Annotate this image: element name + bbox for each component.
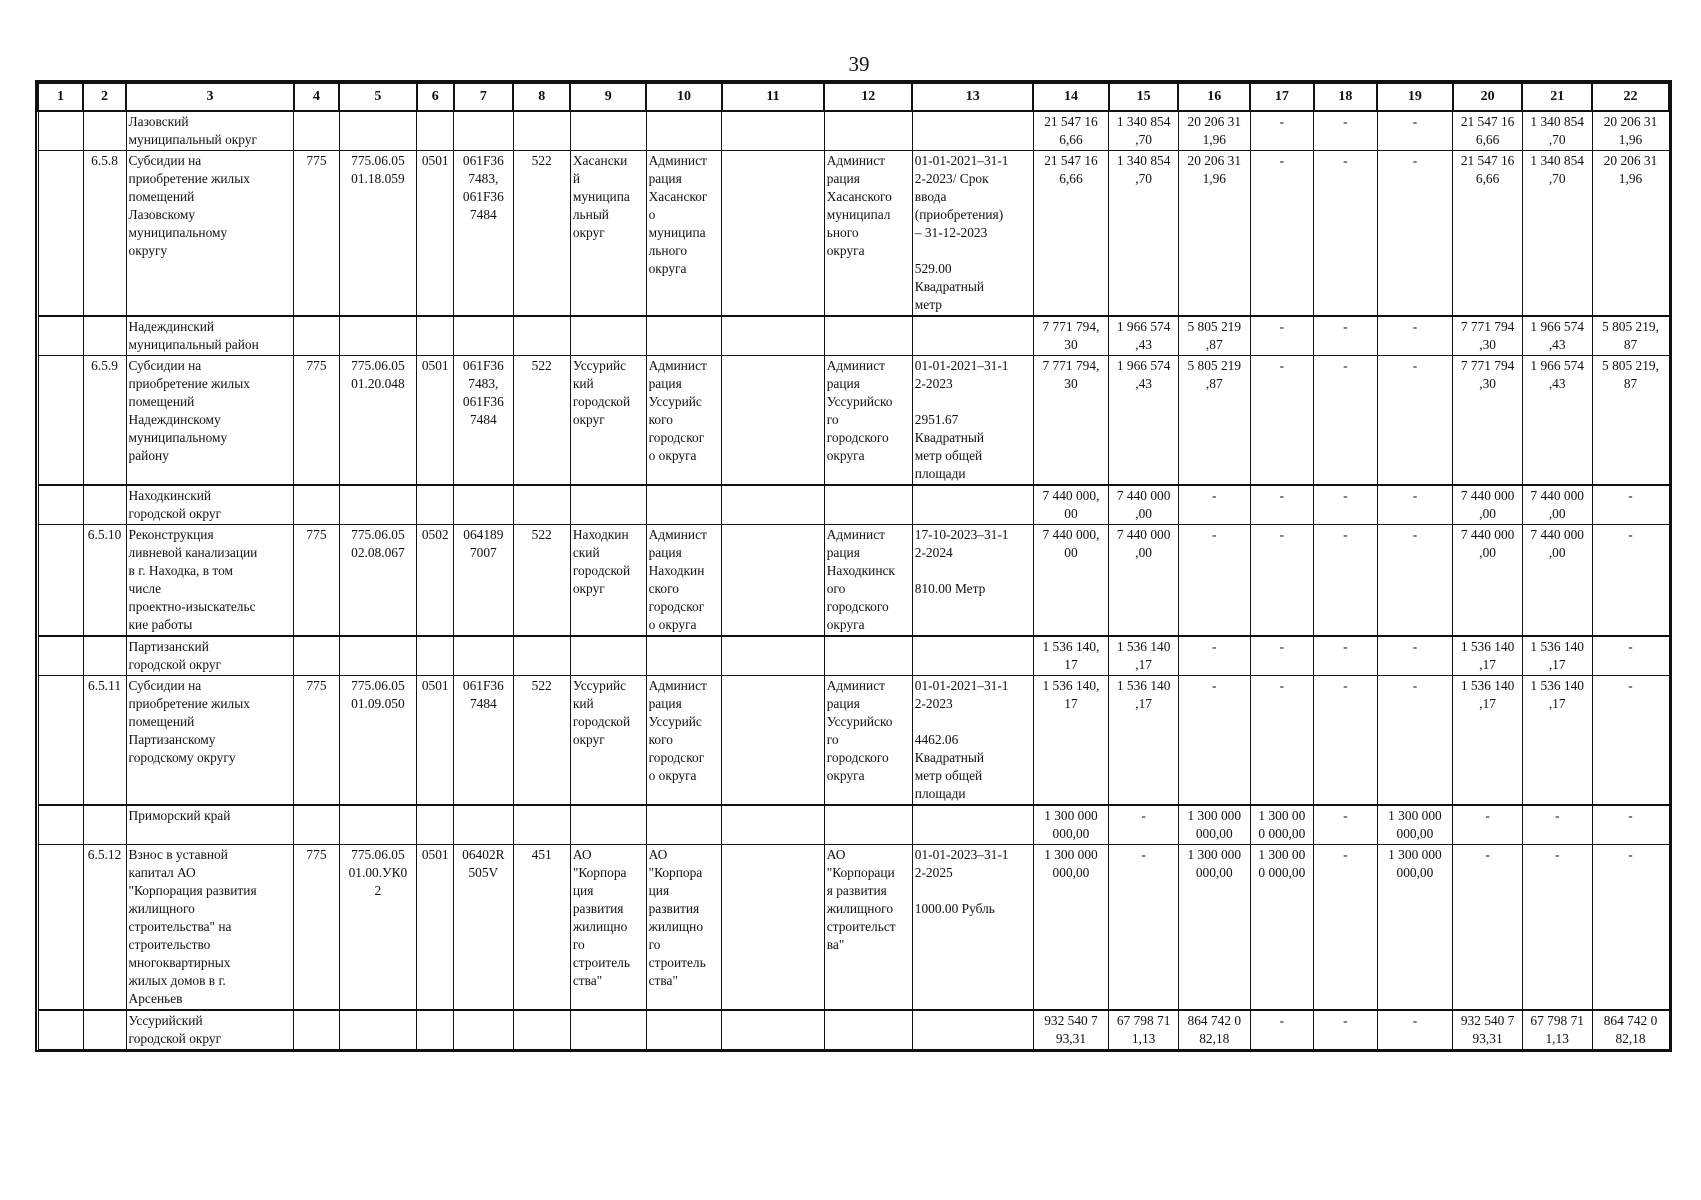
cell-col-20: - xyxy=(1453,845,1523,1011)
cell-col-13: 01-01-2023–31-1 2-2025 1000.00 Рубль xyxy=(912,845,1033,1011)
cell-col-15: 67 798 71 1,13 xyxy=(1109,1010,1179,1050)
column-header-18: 18 xyxy=(1314,83,1377,111)
cell-col-2 xyxy=(83,316,126,356)
cell-col-1 xyxy=(38,636,83,676)
cell-col-18: - xyxy=(1314,676,1377,806)
cell-col-19: - xyxy=(1377,316,1453,356)
cell-col-3: Приморский край xyxy=(126,805,294,845)
cell-col-2: 6.5.12 xyxy=(83,845,126,1011)
cell-col-9: Уссурийс кий городской округ xyxy=(570,676,646,806)
cell-col-8 xyxy=(513,485,570,525)
cell-col-12 xyxy=(824,805,912,845)
cell-col-6 xyxy=(417,111,454,151)
cell-col-21: - xyxy=(1522,805,1592,845)
column-header-14: 14 xyxy=(1033,83,1109,111)
cell-col-12 xyxy=(824,485,912,525)
cell-col-3: Субсидии на приобретение жилых помещений Партизанскому городскому округу xyxy=(126,676,294,806)
cell-col-14: 21 547 16 6,66 xyxy=(1033,111,1109,151)
cell-col-6: 0501 xyxy=(417,676,454,806)
cell-col-16: - xyxy=(1178,485,1250,525)
cell-col-14: 7 440 000, 00 xyxy=(1033,485,1109,525)
cell-col-3: Взнос в уставной капитал АО "Корпорация развития жилищного строительства" на строительство многоквартирных жилых домов в г. Арсеньев xyxy=(126,845,294,1011)
cell-col-8: 522 xyxy=(513,525,570,637)
cell-col-15: 1 340 854 ,70 xyxy=(1109,151,1179,317)
column-header-6: 6 xyxy=(417,83,454,111)
column-header-13: 13 xyxy=(912,83,1033,111)
cell-col-15: - xyxy=(1109,805,1179,845)
cell-col-13 xyxy=(912,805,1033,845)
cell-col-21: 7 440 000 ,00 xyxy=(1522,485,1592,525)
table-body xyxy=(38,83,1669,1050)
cell-col-13: 01-01-2021–31-1 2-2023 2951.67 Квадратный метр общей площади xyxy=(912,356,1033,486)
subtotal-row xyxy=(38,485,1669,525)
cell-col-11 xyxy=(722,356,824,486)
cell-col-11 xyxy=(722,1010,824,1050)
cell-col-19: - xyxy=(1377,525,1453,637)
cell-col-16: 864 742 0 82,18 xyxy=(1178,1010,1250,1050)
cell-col-18: - xyxy=(1314,111,1377,151)
header-row xyxy=(38,83,1669,111)
cell-col-2: 6.5.9 xyxy=(83,356,126,486)
cell-col-5: 775.06.05 01.00.УК0 2 xyxy=(339,845,417,1011)
column-header-16: 16 xyxy=(1178,83,1250,111)
column-header-19: 19 xyxy=(1377,83,1453,111)
cell-col-5 xyxy=(339,485,417,525)
cell-col-16: 1 300 000 000,00 xyxy=(1178,845,1250,1011)
cell-col-5: 775.06.05 02.08.067 xyxy=(339,525,417,637)
cell-col-1 xyxy=(38,151,83,317)
cell-col-6: 0502 xyxy=(417,525,454,637)
column-header-5: 5 xyxy=(339,83,417,111)
cell-col-11 xyxy=(722,316,824,356)
cell-col-20: - xyxy=(1453,805,1523,845)
cell-col-9 xyxy=(570,485,646,525)
cell-col-10: Админист рация Находкин ского городског о округа xyxy=(646,525,722,637)
cell-col-10 xyxy=(646,636,722,676)
cell-col-22: - xyxy=(1592,676,1669,806)
cell-col-11 xyxy=(722,845,824,1011)
cell-col-8 xyxy=(513,316,570,356)
cell-col-10: Админист рация Уссурийс кого городског о округа xyxy=(646,676,722,806)
cell-col-21: 1 536 140 ,17 xyxy=(1522,636,1592,676)
cell-col-7: 061F36 7483, 061F36 7484 xyxy=(454,151,513,317)
cell-col-9: Находкин ский городской округ xyxy=(570,525,646,637)
cell-col-12: Админист рация Находкинск ого городского округа xyxy=(824,525,912,637)
cell-col-21: 1 966 574 ,43 xyxy=(1522,316,1592,356)
cell-col-14: 21 547 16 6,66 xyxy=(1033,151,1109,317)
cell-col-10 xyxy=(646,485,722,525)
cell-col-3: Уссурийский городской округ xyxy=(126,1010,294,1050)
cell-col-3: Находкинский городской округ xyxy=(126,485,294,525)
cell-col-20: 21 547 16 6,66 xyxy=(1453,151,1523,317)
cell-col-16: 5 805 219 ,87 xyxy=(1178,316,1250,356)
cell-col-12 xyxy=(824,1010,912,1050)
cell-col-4: 775 xyxy=(294,676,339,806)
cell-col-13: 01-01-2021–31-1 2-2023 4462.06 Квадратный метр общей площади xyxy=(912,676,1033,806)
cell-col-14: 932 540 7 93,31 xyxy=(1033,1010,1109,1050)
cell-col-2: 6.5.8 xyxy=(83,151,126,317)
cell-col-12: Админист рация Хасанского муниципал ьного округа xyxy=(824,151,912,317)
cell-col-19: - xyxy=(1377,356,1453,486)
column-header-22: 22 xyxy=(1592,83,1669,111)
column-header-15: 15 xyxy=(1109,83,1179,111)
cell-col-2 xyxy=(83,485,126,525)
table-row xyxy=(38,676,1669,806)
cell-col-3: Субсидии на приобретение жилых помещений Надеждинскому муниципальному району xyxy=(126,356,294,486)
cell-col-1 xyxy=(38,485,83,525)
cell-col-6 xyxy=(417,485,454,525)
cell-col-12 xyxy=(824,111,912,151)
column-header-8: 8 xyxy=(513,83,570,111)
cell-col-13 xyxy=(912,1010,1033,1050)
cell-col-20: 1 536 140 ,17 xyxy=(1453,636,1523,676)
cell-col-10 xyxy=(646,316,722,356)
cell-col-4: 775 xyxy=(294,151,339,317)
cell-col-17: 1 300 00 0 000,00 xyxy=(1250,805,1313,845)
cell-col-8: 522 xyxy=(513,151,570,317)
cell-col-10 xyxy=(646,1010,722,1050)
cell-col-14: 1 300 000 000,00 xyxy=(1033,805,1109,845)
cell-col-12: Админист рация Уссурийско го городского округа xyxy=(824,676,912,806)
cell-col-14: 7 440 000, 00 xyxy=(1033,525,1109,637)
cell-col-19: - xyxy=(1377,676,1453,806)
cell-col-13 xyxy=(912,485,1033,525)
cell-col-18: - xyxy=(1314,525,1377,637)
cell-col-21: 1 966 574 ,43 xyxy=(1522,356,1592,486)
cell-col-19: - xyxy=(1377,1010,1453,1050)
cell-col-15: 7 440 000 ,00 xyxy=(1109,525,1179,637)
cell-col-17: - xyxy=(1250,356,1313,486)
cell-col-7 xyxy=(454,316,513,356)
cell-col-11 xyxy=(722,525,824,637)
column-header-2: 2 xyxy=(83,83,126,111)
cell-col-18: - xyxy=(1314,316,1377,356)
cell-col-8: 522 xyxy=(513,676,570,806)
cell-col-15: - xyxy=(1109,845,1179,1011)
subtotal-row xyxy=(38,1010,1669,1050)
cell-col-9 xyxy=(570,805,646,845)
cell-col-17: - xyxy=(1250,151,1313,317)
cell-col-1 xyxy=(38,676,83,806)
cell-col-8 xyxy=(513,111,570,151)
cell-col-14: 1 536 140, 17 xyxy=(1033,636,1109,676)
cell-col-4 xyxy=(294,485,339,525)
table-row xyxy=(38,151,1669,317)
cell-col-20: 932 540 7 93,31 xyxy=(1453,1010,1523,1050)
cell-col-22: - xyxy=(1592,636,1669,676)
cell-col-5 xyxy=(339,805,417,845)
cell-col-12 xyxy=(824,316,912,356)
cell-col-14: 7 771 794, 30 xyxy=(1033,316,1109,356)
cell-col-6: 0501 xyxy=(417,845,454,1011)
cell-col-16: 20 206 31 1,96 xyxy=(1178,111,1250,151)
cell-col-22: 20 206 31 1,96 xyxy=(1592,151,1669,317)
cell-col-9 xyxy=(570,636,646,676)
cell-col-7 xyxy=(454,485,513,525)
cell-col-22: 5 805 219, 87 xyxy=(1592,356,1669,486)
cell-col-6 xyxy=(417,636,454,676)
cell-col-13 xyxy=(912,111,1033,151)
cell-col-2 xyxy=(83,805,126,845)
cell-col-3: Надеждинский муниципальный район xyxy=(126,316,294,356)
cell-col-21: 1 536 140 ,17 xyxy=(1522,676,1592,806)
cell-col-10: Админист рация Уссурийс кого городског о округа xyxy=(646,356,722,486)
cell-col-4 xyxy=(294,316,339,356)
cell-col-15: 1 536 140 ,17 xyxy=(1109,676,1179,806)
cell-col-14: 1 300 000 000,00 xyxy=(1033,845,1109,1011)
cell-col-18: - xyxy=(1314,805,1377,845)
cell-col-15: 1 966 574 ,43 xyxy=(1109,316,1179,356)
cell-col-13 xyxy=(912,316,1033,356)
cell-col-19: 1 300 000 000,00 xyxy=(1377,845,1453,1011)
cell-col-17: - xyxy=(1250,525,1313,637)
cell-col-22: 20 206 31 1,96 xyxy=(1592,111,1669,151)
cell-col-9 xyxy=(570,1010,646,1050)
cell-col-4 xyxy=(294,1010,339,1050)
subtotal-row xyxy=(38,316,1669,356)
cell-col-21: 1 340 854 ,70 xyxy=(1522,151,1592,317)
cell-col-8: 451 xyxy=(513,845,570,1011)
cell-col-5 xyxy=(339,316,417,356)
subtotal-row xyxy=(38,111,1669,151)
cell-col-2 xyxy=(83,111,126,151)
cell-col-1 xyxy=(38,845,83,1011)
cell-col-22: - xyxy=(1592,805,1669,845)
cell-col-20: 7 771 794 ,30 xyxy=(1453,316,1523,356)
cell-col-3: Лазовский муниципальный округ xyxy=(126,111,294,151)
cell-col-20: 7 440 000 ,00 xyxy=(1453,485,1523,525)
cell-col-14: 7 771 794, 30 xyxy=(1033,356,1109,486)
column-header-12: 12 xyxy=(824,83,912,111)
cell-col-1 xyxy=(38,805,83,845)
column-header-9: 9 xyxy=(570,83,646,111)
cell-col-15: 1 340 854 ,70 xyxy=(1109,111,1179,151)
cell-col-13: 17-10-2023–31-1 2-2024 810.00 Метр xyxy=(912,525,1033,637)
budget-table xyxy=(37,82,1670,1050)
cell-col-17: - xyxy=(1250,1010,1313,1050)
cell-col-22: - xyxy=(1592,485,1669,525)
column-header-20: 20 xyxy=(1453,83,1523,111)
cell-col-5 xyxy=(339,636,417,676)
cell-col-1 xyxy=(38,1010,83,1050)
cell-col-6 xyxy=(417,316,454,356)
cell-col-1 xyxy=(38,356,83,486)
column-header-17: 17 xyxy=(1250,83,1313,111)
cell-col-16: - xyxy=(1178,636,1250,676)
table-row xyxy=(38,845,1669,1011)
cell-col-10 xyxy=(646,111,722,151)
cell-col-11 xyxy=(722,636,824,676)
column-header-1: 1 xyxy=(38,83,83,111)
cell-col-3: Реконструкция ливневой канализации в г. Находка, в том числе проектно-изыскательс кие работы xyxy=(126,525,294,637)
cell-col-9: Хасански й муниципа льный округ xyxy=(570,151,646,317)
column-header-7: 7 xyxy=(454,83,513,111)
table-row xyxy=(38,356,1669,486)
cell-col-19: - xyxy=(1377,485,1453,525)
cell-col-7: 061F36 7484 xyxy=(454,676,513,806)
cell-col-10: АО "Корпора ция развития жилищно го строитель ства" xyxy=(646,845,722,1011)
cell-col-17: - xyxy=(1250,676,1313,806)
cell-col-18: - xyxy=(1314,636,1377,676)
cell-col-20: 7 440 000 ,00 xyxy=(1453,525,1523,637)
cell-col-2 xyxy=(83,636,126,676)
cell-col-8 xyxy=(513,636,570,676)
cell-col-6 xyxy=(417,805,454,845)
cell-col-11 xyxy=(722,111,824,151)
cell-col-5: 775.06.05 01.20.048 xyxy=(339,356,417,486)
cell-col-5 xyxy=(339,1010,417,1050)
cell-col-1 xyxy=(38,111,83,151)
cell-col-5: 775.06.05 01.09.050 xyxy=(339,676,417,806)
cell-col-12: АО "Корпораци я развития жилищного строительст ва" xyxy=(824,845,912,1011)
cell-col-16: - xyxy=(1178,676,1250,806)
cell-col-2: 6.5.11 xyxy=(83,676,126,806)
cell-col-20: 7 771 794 ,30 xyxy=(1453,356,1523,486)
cell-col-4: 775 xyxy=(294,525,339,637)
column-header-11: 11 xyxy=(722,83,824,111)
cell-col-18: - xyxy=(1314,151,1377,317)
cell-col-8: 522 xyxy=(513,356,570,486)
cell-col-4 xyxy=(294,805,339,845)
cell-col-12 xyxy=(824,636,912,676)
cell-col-19: - xyxy=(1377,636,1453,676)
cell-col-18: - xyxy=(1314,485,1377,525)
cell-col-10 xyxy=(646,805,722,845)
cell-col-5: 775.06.05 01.18.059 xyxy=(339,151,417,317)
cell-col-10: Админист рация Хасанског о муниципа льного округа xyxy=(646,151,722,317)
cell-col-18: - xyxy=(1314,1010,1377,1050)
cell-col-17: - xyxy=(1250,485,1313,525)
cell-col-18: - xyxy=(1314,356,1377,486)
cell-col-20: 21 547 16 6,66 xyxy=(1453,111,1523,151)
cell-col-7 xyxy=(454,636,513,676)
cell-col-5 xyxy=(339,111,417,151)
cell-col-17: - xyxy=(1250,111,1313,151)
cell-col-8 xyxy=(513,805,570,845)
cell-col-6: 0501 xyxy=(417,356,454,486)
cell-col-14: 1 536 140, 17 xyxy=(1033,676,1109,806)
cell-col-7 xyxy=(454,111,513,151)
column-header-4: 4 xyxy=(294,83,339,111)
cell-col-4: 775 xyxy=(294,845,339,1011)
subtotal-row xyxy=(38,805,1669,845)
cell-col-1 xyxy=(38,525,83,637)
column-header-10: 10 xyxy=(646,83,722,111)
cell-col-16: 1 300 000 000,00 xyxy=(1178,805,1250,845)
cell-col-9: АО "Корпора ция развития жилищно го строитель ства" xyxy=(570,845,646,1011)
cell-col-7: 064189 7007 xyxy=(454,525,513,637)
cell-col-16: - xyxy=(1178,525,1250,637)
cell-col-21: 7 440 000 ,00 xyxy=(1522,525,1592,637)
table-row xyxy=(38,525,1669,637)
cell-col-22: - xyxy=(1592,845,1669,1011)
cell-col-3: Субсидии на приобретение жилых помещений Лазовскому муниципальному округу xyxy=(126,151,294,317)
cell-col-8 xyxy=(513,1010,570,1050)
cell-col-19: - xyxy=(1377,151,1453,317)
cell-col-11 xyxy=(722,805,824,845)
cell-col-7: 06402R 505V xyxy=(454,845,513,1011)
column-header-21: 21 xyxy=(1522,83,1592,111)
cell-col-2 xyxy=(83,1010,126,1050)
subtotal-row xyxy=(38,636,1669,676)
cell-col-22: 864 742 0 82,18 xyxy=(1592,1010,1669,1050)
column-header-3: 3 xyxy=(126,83,294,111)
cell-col-4 xyxy=(294,111,339,151)
page-number: 39 xyxy=(848,52,870,76)
cell-col-15: 1 966 574 ,43 xyxy=(1109,356,1179,486)
cell-col-13 xyxy=(912,636,1033,676)
cell-col-22: - xyxy=(1592,525,1669,637)
cell-col-4 xyxy=(294,636,339,676)
cell-col-21: 1 340 854 ,70 xyxy=(1522,111,1592,151)
cell-col-21: - xyxy=(1522,845,1592,1011)
cell-col-11 xyxy=(722,151,824,317)
cell-col-11 xyxy=(722,676,824,806)
cell-col-3: Партизанский городской округ xyxy=(126,636,294,676)
cell-col-22: 5 805 219, 87 xyxy=(1592,316,1669,356)
cell-col-11 xyxy=(722,485,824,525)
cell-col-6: 0501 xyxy=(417,151,454,317)
cell-col-21: 67 798 71 1,13 xyxy=(1522,1010,1592,1050)
cell-col-16: 20 206 31 1,96 xyxy=(1178,151,1250,317)
cell-col-15: 7 440 000 ,00 xyxy=(1109,485,1179,525)
cell-col-19: - xyxy=(1377,111,1453,151)
cell-col-9 xyxy=(570,111,646,151)
cell-col-13: 01-01-2021–31-1 2-2023/ Срок ввода (приобретения) – 31-12-2023 529.00 Квадратный метр xyxy=(912,151,1033,317)
cell-col-12: Админист рация Уссурийско го городского округа xyxy=(824,356,912,486)
cell-col-18: - xyxy=(1314,845,1377,1011)
cell-col-6 xyxy=(417,1010,454,1050)
cell-col-9 xyxy=(570,316,646,356)
cell-col-2: 6.5.10 xyxy=(83,525,126,637)
cell-col-20: 1 536 140 ,17 xyxy=(1453,676,1523,806)
cell-col-17: 1 300 00 0 000,00 xyxy=(1250,845,1313,1011)
cell-col-1 xyxy=(38,316,83,356)
cell-col-19: 1 300 000 000,00 xyxy=(1377,805,1453,845)
cell-col-4: 775 xyxy=(294,356,339,486)
cell-col-7 xyxy=(454,805,513,845)
cell-col-16: 5 805 219 ,87 xyxy=(1178,356,1250,486)
cell-col-7: 061F36 7483, 061F36 7484 xyxy=(454,356,513,486)
cell-col-17: - xyxy=(1250,636,1313,676)
cell-col-7 xyxy=(454,1010,513,1050)
cell-col-15: 1 536 140 ,17 xyxy=(1109,636,1179,676)
cell-col-17: - xyxy=(1250,316,1313,356)
cell-col-9: Уссурийс кий городской округ xyxy=(570,356,646,486)
